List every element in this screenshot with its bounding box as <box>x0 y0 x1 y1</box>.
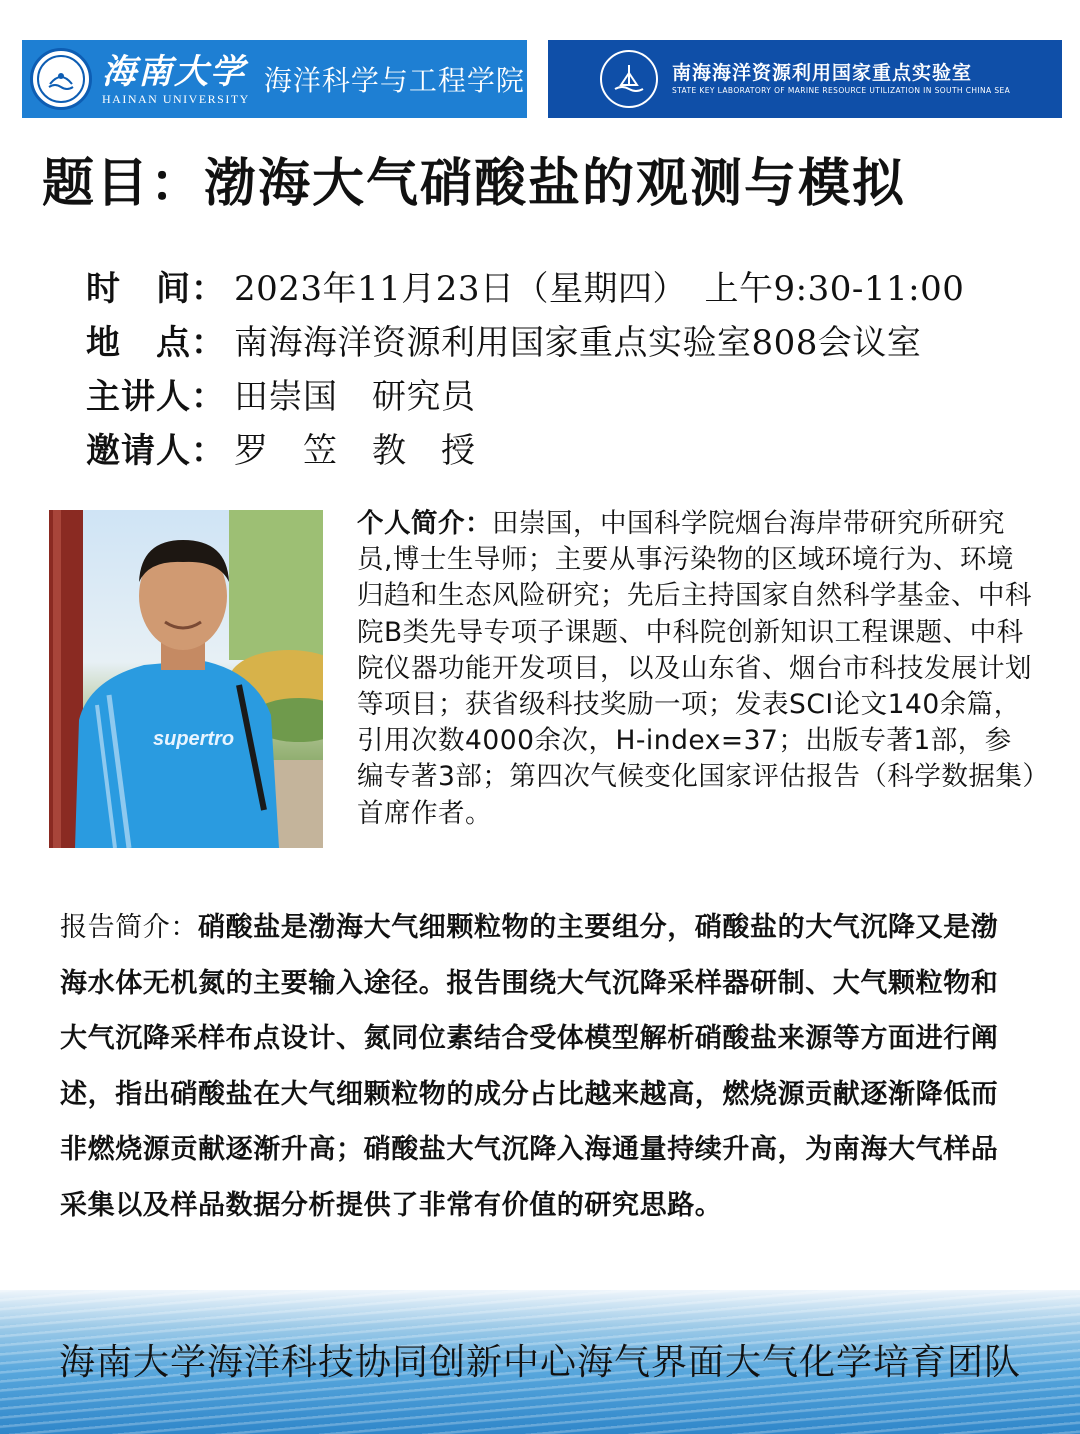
host-label: 邀请人： <box>86 430 226 471</box>
bio-label: 个人简介： <box>357 508 492 539</box>
shirt-logo-text: supertro <box>153 728 235 750</box>
lab-name-cn: 南海海洋资源利用国家重点实验室 <box>672 62 973 84</box>
speaker-label: 主讲人： <box>86 376 226 417</box>
lab-name-en: STATE KEY LABORATORY OF MARINE RESOURCE UTILIZATION IN SOUTH CHINA SEA <box>672 86 1011 95</box>
talk-abstract <box>60 900 1000 1233</box>
info-row-time <box>86 258 1046 312</box>
lab-logo-icon <box>600 50 658 108</box>
university-seal-logo <box>30 48 92 110</box>
college-name: 海洋科学与工程学院 <box>263 64 525 97</box>
location-value: 南海海洋资源利用国家重点实验室808会议室 <box>234 322 922 363</box>
talk-info <box>86 258 1046 474</box>
info-row-location <box>86 312 1046 366</box>
university-seal-icon <box>46 64 76 94</box>
speaker-value: 田崇国 研究员 <box>234 376 476 417</box>
speaker-photo <box>49 510 323 848</box>
footer-banner <box>0 1290 1080 1434</box>
university-name-cn: 海南大学 <box>102 52 246 92</box>
info-row-host <box>86 420 1046 474</box>
lab-banner <box>548 40 1062 118</box>
footer-team-name: 海南大学海洋科技协同创新中心海气界面大气化学培育团队 <box>58 1342 1021 1383</box>
location-label: 地 点： <box>86 322 226 363</box>
university-name-en: HAINAN UNIVERSITY <box>102 92 250 106</box>
info-row-speaker <box>86 366 1046 420</box>
abstract-label: 报告简介： <box>60 912 198 943</box>
talk-title: 题目：渤海大气硝酸盐的观测与模拟 <box>42 154 907 214</box>
abstract-text: 硝酸盐是渤海大气细颗粒物的主要组分，硝酸盐的大气沉降又是渤海水体无机氮的主要输入途径。报告围绕大气沉降采样器研制、大气颗粒物和大气沉降采样布点设计、氮同位素结合受体模型解析硝酸盐来源等方面进行阐述，指出硝酸盐在大气细颗粒物的成分占比越来越高，燃烧源贡献逐渐降低而非燃烧源贡献逐渐升高；硝酸盐大气沉降入海通量持续升高，为南海大气样品采集以及样品数据分析提供了非常有价值的研究思路。 <box>60 912 999 1221</box>
speaker-bio <box>357 506 1037 832</box>
university-banner <box>22 40 527 118</box>
bio-text: 田崇国，中国科学院烟台海岸带研究所研究员,博士生导师；主要从事污染物的区域环境行为、环境归趋和生态风险研究；先后主持国家自然科学基金、中科院B类先导专项子课题、中科院创新知识工程课题、中科院仪器功能开发项目，以及山东省、烟台市科技发展计划等项目；获省级科技奖励一项；发表SCI论文140余篇，引用次数4000余次，H-index=37；出版专著1部，参编专著3部；第四次气候变化国家评估报告（科学数据集）首席作者。 <box>357 508 1037 829</box>
time-label: 时 间： <box>86 268 226 309</box>
time-value: 2023年11月23日（星期四） 上午9:30-11:00 <box>234 268 965 309</box>
host-value: 罗 笠 教 授 <box>234 430 476 471</box>
